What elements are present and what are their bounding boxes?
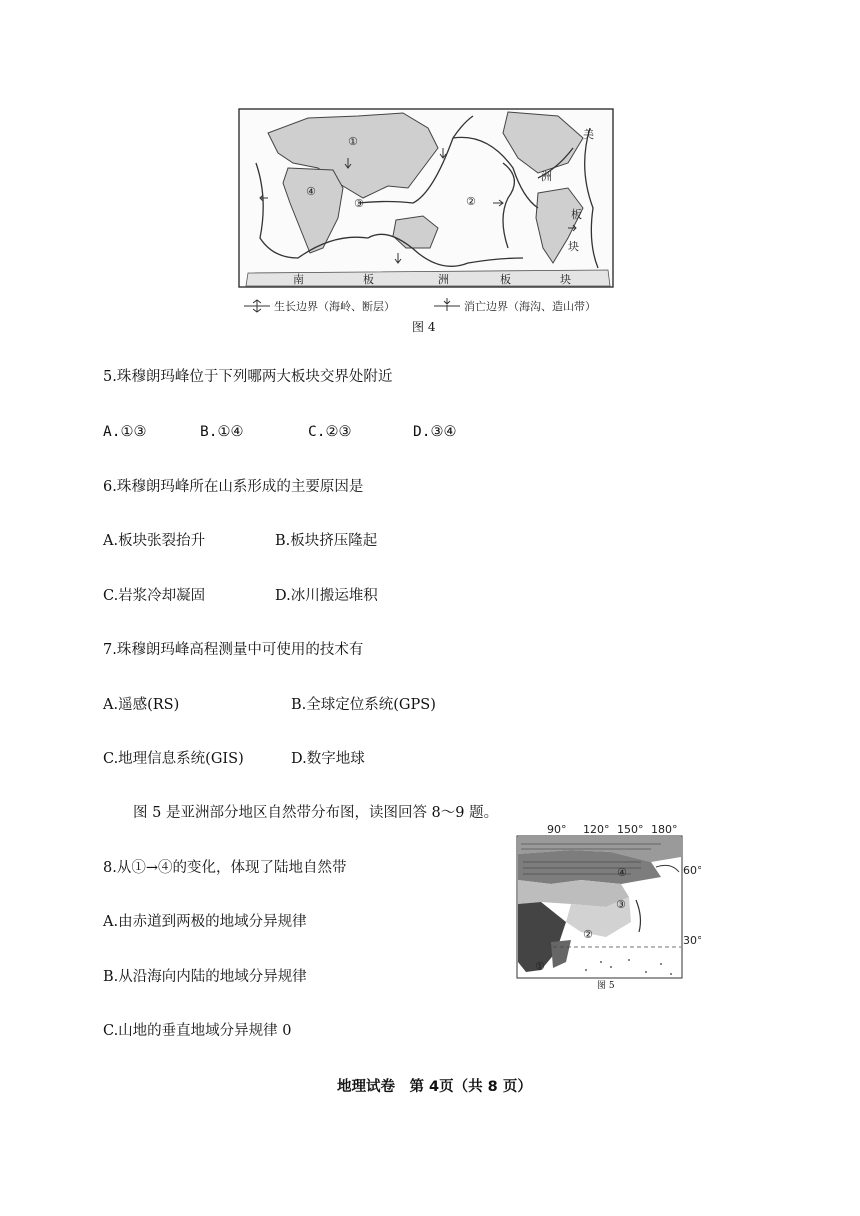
plate-label-3: ③: [354, 197, 364, 210]
natural-zone-map-svg: [511, 822, 701, 990]
figure-4-caption: 图 4: [412, 320, 436, 334]
figure-5-caption: 图 5: [597, 981, 615, 991]
legend-growth-symbol: [244, 300, 270, 312]
question-7-stem: 7.珠穆朗玛峰高程测量中可使用的技术有: [103, 642, 364, 658]
q7-option-b: B.全球定位系统(GPS): [291, 697, 436, 713]
figure-5-natural-zone-map: [511, 822, 701, 990]
continent-char-3: 板: [571, 208, 582, 221]
plate-label-2: ②: [466, 195, 476, 208]
antarctic-char-4: 板: [500, 273, 511, 286]
page-footer: 地理试卷 第 4页（共 8 页）: [337, 1079, 532, 1095]
zone-label-2: ②: [583, 928, 593, 941]
continent-char-4: 块: [568, 240, 579, 253]
question-5-stem: 5.珠穆朗玛峰位于下列哪两大板块交界处附近: [103, 369, 393, 385]
q7-option-d: D.数字地球: [291, 751, 365, 767]
zone-label-3: ③: [616, 898, 626, 911]
question-6-stem: 6.珠穆朗玛峰所在山系形成的主要原因是: [103, 479, 364, 495]
continent-char-2: 洲: [541, 170, 552, 183]
zone-label-1: ①: [535, 960, 545, 973]
antarctic-char-1: 南: [293, 273, 304, 286]
q6-option-d: D.冰川搬运堆积: [275, 588, 378, 604]
question-8-stem: 8.从①→④的变化，体现了陆地自然带: [103, 860, 347, 876]
q8-option-b: B.从沿海向内陆的地域分异规律: [103, 969, 307, 985]
plate-label-1: ①: [348, 135, 358, 148]
q5-option-c: C.②③: [308, 424, 352, 440]
zone-label-4: ④: [617, 866, 627, 879]
q7-option-a: A.遥感(RS): [103, 697, 180, 713]
q8-option-a: A.由赤道到两极的地域分异规律: [103, 914, 307, 930]
q6-option-b: B.板块挤压隆起: [275, 533, 378, 549]
continent-char-1: 美: [583, 128, 594, 141]
antarctic-char-2: 板: [363, 273, 374, 286]
q5-option-b: B.①④: [200, 424, 244, 440]
lon-tick-120: 120°: [583, 823, 610, 836]
q5-option-a: A.①③: [103, 424, 147, 440]
plate-label-4: ④: [306, 185, 316, 198]
lon-tick-180: 180°: [651, 823, 678, 836]
legend-subduction-symbol: [434, 298, 460, 311]
q8-option-c: C.山地的垂直地域分异规律 0: [103, 1023, 292, 1039]
lon-tick-150: 150°: [617, 823, 644, 836]
lat-tick-30: 30°: [683, 934, 701, 947]
q5-option-d: D.③④: [413, 424, 457, 440]
legend-growth-label: 生长边界（海岭、断层）: [274, 300, 395, 313]
figure-5-intro: 图 5 是亚洲部分地区自然带分布图，读图回答 8～9 题。: [133, 805, 499, 821]
antarctic-char-5: 块: [560, 273, 571, 286]
lon-tick-90: 90°: [547, 823, 567, 836]
q7-option-c: C.地理信息系统(GIS): [103, 751, 244, 767]
antarctic-char-3: 洲: [438, 273, 449, 286]
plate-map-svg: [238, 108, 614, 320]
lat-tick-60: 60°: [683, 864, 701, 877]
legend-subduction-label: 消亡边界（海沟、造山带）: [464, 300, 596, 313]
figure-4-plate-map: [238, 108, 614, 320]
q6-option-a: A.板块张裂抬升: [103, 533, 206, 549]
q6-option-c: C.岩浆冷却凝固: [103, 588, 206, 604]
